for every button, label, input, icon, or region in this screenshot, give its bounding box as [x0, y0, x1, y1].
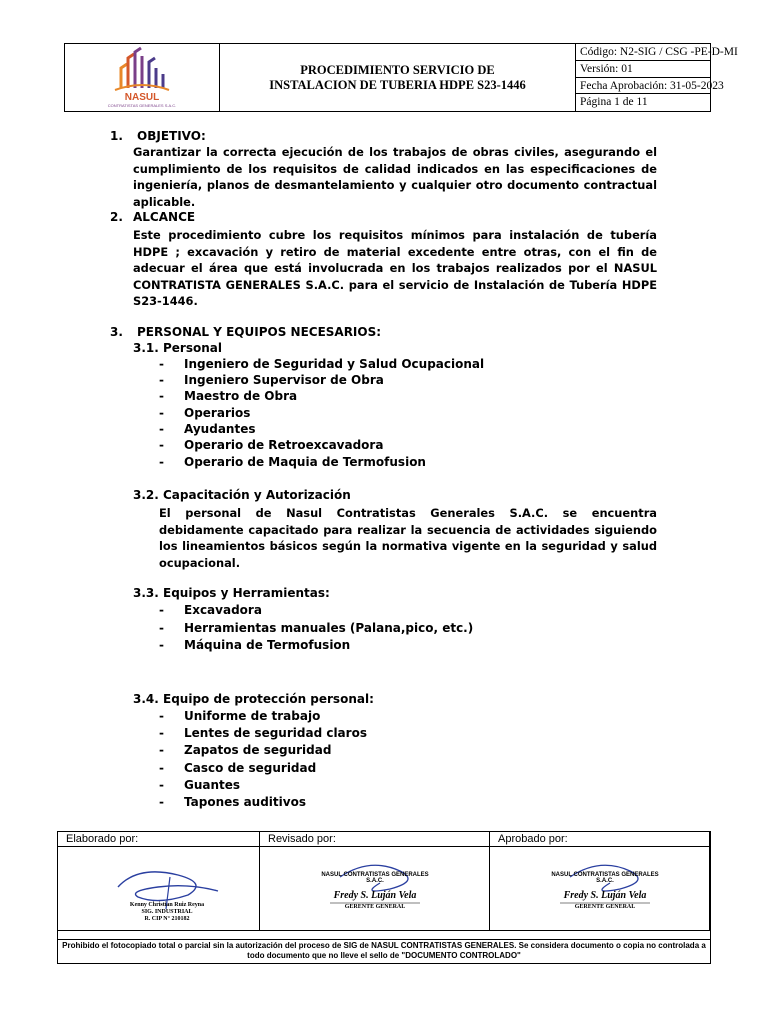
- elaborado-role: SIG. INDUSTRIAL: [141, 909, 193, 915]
- title-line-1: PROCEDIMIENTO SERVICIO DE: [300, 62, 495, 77]
- meta-codigo: Código: N2-SIG / CSG -PE-D-MI: [576, 44, 710, 61]
- company-logo: [65, 44, 220, 111]
- subsection-3-1-title: 3.1. Personal: [133, 341, 222, 355]
- subsection-3-4-title: 3.4. Equipo de protección personal:: [133, 692, 374, 706]
- revisado-role: GERENTE GENERAL: [344, 904, 406, 910]
- elaborado-cip: R. CIP N° 210182: [144, 916, 190, 922]
- revisado-label: Revisado por:: [260, 832, 489, 847]
- control-note: Prohibido el fotocopiado total o parcial sin la autorización del proceso de SIG de NASUL CONTRATISTAS GENERALES. Se considera documento o copia no controlada a todo documento que no lleve el sello de "DOCUMENTO CONTROLADO": [62, 941, 706, 960]
- aprobado-column: [490, 832, 710, 930]
- revisado-signature: [260, 847, 489, 930]
- nasul-logo-icon: [65, 44, 219, 111]
- signature-icon: [490, 847, 708, 930]
- revisado-name: Fredy S. Luján Vela: [333, 890, 417, 901]
- title-line-2: INSTALACION DE TUBERIA HDPE S23-1446: [269, 77, 526, 92]
- meta-pagina: Página 1 de 11: [580, 96, 648, 109]
- aprobado-label: Aprobado por:: [490, 832, 709, 847]
- subsection-3-3-title: 3.3. Equipos y Herramientas:: [133, 586, 330, 600]
- logo-company-text: NASUL: [124, 92, 160, 103]
- aprobado-name: Fredy S. Luján Vela: [563, 890, 647, 901]
- revisado-column: [260, 832, 490, 930]
- aprobado-company: NASUL CONTRATISTAS GENERALES S.A.C.: [551, 872, 659, 884]
- divider: [58, 939, 710, 940]
- aprobado-role: GERENTE GENERAL: [574, 904, 636, 910]
- meta-version: Versión: 01: [576, 61, 710, 78]
- document-meta: [576, 44, 738, 111]
- elaborado-label: Elaborado por:: [58, 832, 259, 847]
- approval-table: [57, 831, 711, 964]
- section-1-text: Garantizar la correcta ejecución de los trabajos de obras civiles, asegurando el cumplimiento de los requisitos de calidad indicados en las especificaciones de ingeniería, planos de desmantelamiento y cualquier otro documento contractual aplicable.: [133, 145, 657, 209]
- section-3-number: 3.: [110, 325, 123, 339]
- section-2-title: ALCANCE: [133, 210, 196, 224]
- elaborado-column: [58, 832, 260, 930]
- aprobado-signature: [490, 847, 709, 930]
- logo-company-sub: CONTRATISTAS GENERALES S.A.C.: [107, 103, 177, 108]
- elaborado-signature: [58, 847, 259, 930]
- signature-icon: [260, 847, 488, 930]
- subsection-3-2-title: 3.2. Capacitación y Autorización: [133, 488, 351, 502]
- elaborado-name: Kenny Christian Ruiz Reyna: [129, 902, 205, 908]
- section-2-text: Este procedimiento cubre los requisitos mínimos para instalación de tubería HDPE ; excavación y retiro de material excedente entre otras, con el fin de adecuar el área que está involucrada en los trabajos realizados por el NASUL CONTRATISTA GENERALES S.A.C. para el servicio de Instalación de Tubería HDPE S23-1446.: [133, 228, 657, 308]
- subsection-3-2-text: El personal de Nasul Contratistas Generales S.A.C. se encuentra debidamente capacitado para realizar la secuencia de actividades siguiendo los lineamientos básicos según la normativa vigente en la seguridad y salud ocupacional.: [159, 506, 657, 570]
- section-1-number: 1.: [110, 129, 123, 143]
- section-3-title: PERSONAL Y EQUIPOS NECESARIOS:: [137, 325, 382, 339]
- meta-fecha: Fecha Aprobación: 31-05-2023: [576, 78, 710, 95]
- section-1-title: OBJETIVO:: [137, 129, 206, 143]
- document-header: [64, 43, 738, 112]
- section-2-number: 2.: [110, 210, 123, 224]
- divider: [58, 930, 710, 931]
- document-title: [220, 44, 576, 111]
- revisado-company: NASUL CONTRATISTAS GENERALES S.A.C.: [321, 872, 429, 884]
